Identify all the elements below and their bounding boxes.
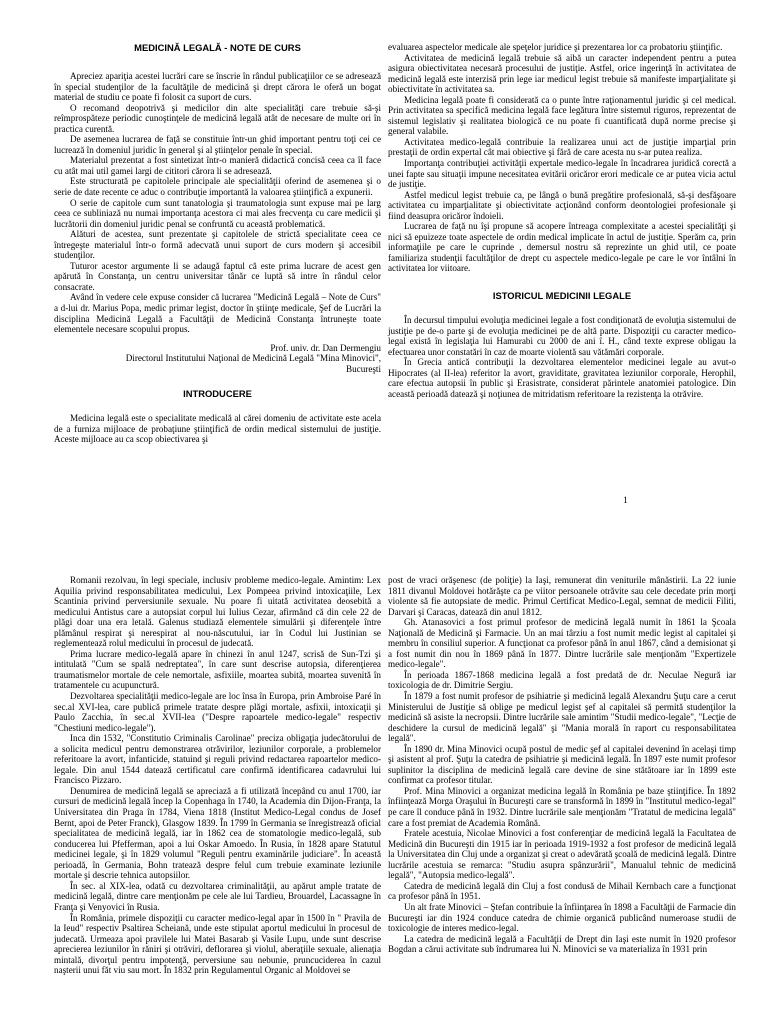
paragraph: Fratele acestuia, Nicolae Minovici a fost conferenţiar de medicină legală la Facultatea de Medicină din Bucureşti din 1915 iar în perioada 1919-1932 a fost profesor de medicină legală la Universitatea din Cluj unde a organizat şi creat o adevărată şcoală de medicină legală. Dintre lucrările acestuia se remarca: "Studiu asupra spânzurării", Manualul tehnic de medicină legală", "Autopsia medico-legală".: [388, 828, 736, 881]
paragraph: În decursul timpului evoluţia medicinei legale a fost condiţionată de evoluţia sistemului de justiţie pe de-o parte şi de evoluţia medicinei pe de altă parte. Dispoziţii cu caracter medico-legal există în legislaţia lui Hamurabi cu 2000 de ani î. H., când texte exprese obligau la efectuarea unor constatări în caz de moarte violentă sau vătămări corporale.: [388, 315, 736, 357]
document-title: MEDICINĂ LEGALĂ - NOTE DE CURS: [134, 42, 301, 53]
signature-line: Prof. univ. dr. Dan Dermengiu: [270, 342, 381, 353]
paragraph: Prima lucrare medico-legală apare în chinezi în anul 1247, scrisă de Sun-Tzi şi intitulată "Cum se spală nedreptatea", în care sunt descrise autopsia, diferenţierea traumatismelor mortale de cele nemortale, asfixiile, moartea subită, moartea suvenită în tratamentele cu acupunctură.: [54, 648, 381, 691]
page2-right-column: [388, 575, 736, 955]
history-paragraphs: [388, 315, 736, 399]
paragraph: post de vraci orăşenesc (de poliţie) la Iaşi, remunerat din veniturile mânăstirii. La 22 iunie 1811 divanul Moldovei hotărăşte ca pe viitor persoanele otrăvite sau cele decedate prin morţi violente să fie autopsiate de medic. Primul Certificat Medico-Legal, semnat de medicii Filiti, Darvari şi Caracas, datează din anul 1812.: [388, 575, 736, 617]
page-number: 1: [623, 496, 628, 506]
paragraph: Inca din 1532, "Constitutio Criminalis Carolinae" preciza obligaţia judecătorului de a solicita medicul pentru demonstrarea otrăvirilor, leziunilor corporale, a problemelor referitoare la avort, infanticide, statuind şi reguli privind redactarea rapoartelor medico-legale. Din anul 1544 datează certificatul care confirmă identificarea cadavrului lui Francisco Pizzaro.: [54, 733, 381, 786]
paragraph: O serie de capitole cum sunt tanatologia şi traumatologia sunt expuse mai pe larg ceea ce subliniază nu numai importanţa acestora ci mai ales frecvenţa cu care medicii şi lucrătorii din domeniul juridic penal se confruntă cu această problematică.: [54, 197, 381, 229]
history-continued-left: [54, 575, 381, 976]
introduction-paragraph: Medicina legală este o specialitate medicală al cărei domeniu de activitate este acela de a furniza mijloace de probaţiune ştiinţifică de ordin medical sistemului de justiţie. Aceste mijloace au ca scop obiectivarea şi: [54, 413, 381, 445]
page-gap: [0, 525, 768, 565]
page1-left-column: [54, 42, 381, 445]
foreword-paragraphs: [54, 71, 381, 335]
paragraph: Activitatea de medicină legală trebuie să aibă un caracter independent pentru a putea asigura obiectivitatea necesară procesului de justiţie. Astfel, orice ingerinţă în activitatea de medicină legală este interzisă prin lege iar medicul legist trebuie să manifeste imparţialitate şi obiectivitate în activitatea sa.: [388, 52, 736, 95]
paragraph: Alături de acestea, sunt prezentate şi capitolele de strictă specialitate ceea ce întregeşte materialul într-o formă adecvată unui suport de curs modern şi accesibil studenţilor.: [54, 229, 381, 261]
paragraph: În Grecia antică contribuţii la dezvoltarea elementelor medicinei legale au avut-o Hipocrates (al II-lea) referitor la avort, graviditate, gravitatea leziunilor corporale, Herophil, care efectua autopsii în public şi Erasistrate, considerat părintele anatomiei patologice. Din această perioadă datează şi noţiunea de mitridatism referitoare la rezistenţa la otrăvire.: [388, 357, 736, 399]
paragraph: Apreciez apariţia acestei lucrări care se înscrie în rândul publicaţiilor ce se adresează în special studenţilor de la facultăţile de medicină şi drept cărora le oferă un bogat material de studiu ce poate fi folosit ca suport de curs.: [54, 71, 381, 103]
signature-block: [54, 343, 381, 375]
paragraph: În sec. al XIX-lea, odată cu dezvoltarea criminalităţii, au apărut ample tratate de medicină legală, dintre care menţionăm pe cele ale lui Tardieu, Brouardel, Lacassagne în Franţa şi Venyovici în Rusia.: [54, 880, 381, 912]
paragraph: Astfel medicul legist trebuie ca, pe lângă o bună pregătire profesională, să-şi desfăşoare activitatea cu imparţialitate şi obiectivitate acţionând conform deontologiei profesionale şi fiind deasupra oricăror îndoieli.: [388, 189, 736, 221]
signature-line: Directorul Institutului Naţional de Medicină Legală "Mina Minovici",: [125, 353, 381, 364]
paragraph: Este structurată pe capitolele principale ale specialităţii oferind de asemenea şi o serie de date recente ce aduc o contribuţie importantă la valoarea ştiinţifică a expunerii.: [54, 176, 381, 198]
paragraph: Lucrarea de faţă nu îşi propune să acopere întreaga complexitate a acestei specialităţi şi nici să epuizeze toate aspectele de ordin medical implicate în actul de justiţie. Sperăm ca, prin informaţiile pe care le cuprinde , demersul nostru să reprezinte un ghid util, ce poate familiariza studenţii facultăţilor de drept cu aspectele medico-legale pe care le vor întâlni în activitatea lor viitoare.: [388, 221, 736, 274]
paragraph: Prof. Mina Minovici a organizat medicina legală în România pe baze ştiinţifice. În 1892 înfiinţează Morga Oraşului în Bucureşti care se transformă în 1899 în "Institutul medico-legal" pe care îl conduce până în 1932. Dintre lucrările sale menţionăm "Tratatul de medicina legală" care a fost premiat de Academia Română.: [388, 785, 736, 828]
history-heading: ISTORICUL MEDICINII LEGALE: [492, 290, 632, 302]
paragraph: În 1890 dr. Mina Minovici ocupă postul de medic şef al capitalei devenind în acelaşi timp şi asistent al prof. Şuţu la catedra de psihiatrie şi medicină legală. În 1897 este numit profesor suplinitor la disciplina de medicină legală care devine de sine stătătoare iar în 1899 este confirmat ca profesor titular.: [388, 743, 736, 786]
paragraph: La catedra de medicină legală a Facultăţii de Drept din Iaşi este numit în 1920 profesor Bogdan a cărui activitate sub îndrumarea lui N. Minovici se va materializa în 1931 prin: [388, 933, 736, 955]
paragraph: Denumirea de medicină legală se apreciază a fi utilizată începând cu anul 1700, iar cursuri de medicină legală încep la Copenhaga în 1740, la Academia din Dijon-Franţa, la Universitatea din Praga în 1784, Viena 1818 (Institut Medico-Legal condus de Josef Bernt, apoi de Peter Franck), Glasgow 1839. În 1799 în Germania se înregistrează oficial specialitatea de medicină legală, iar în 1862 cea de stomatologie medico-legală, sub conducerea lui Pfefferman, apoi a lui Oskar Amoedo. În Rusia, în 1828 apare Statutul medicinei legale, şi în 1829 volumul "Reguli pentru examinările judiciare". În această perioadă, în Germania, Bohn tratează despre felul cum trebuie examinate leziunile mortale şi descrie tehnica autopsiilor.: [54, 785, 381, 881]
paragraph: Activitatea medico-legală contribuie la realizarea unui act de justiţie imparţial prin prestaţii de ordin expertal cât mai obiective şi fără de care acesta nu s-ar putea realiza.: [388, 136, 736, 158]
paragraph: Tuturor acestor argumente li se adaugă faptul că este prima lucrare de acest gen apărută în Constanţa, un centru universitar tânăr ce luptă să intre în rândul celor consacrate.: [54, 260, 381, 292]
page1-right-column: [388, 42, 736, 399]
paragraph: Materialul prezentat a fost sintetizat într-o manieră didactică concisă ceea ca îl face cu atât mai util gamei largi de cititori cărora li se adresează.: [54, 155, 381, 176]
paragraph: În 1879 a fost numit profesor de psihiatrie şi medicină legală Alexandru Şuţu care a cerut Ministerului de Justiţie să oblige pe medicul legist şef al capitalei să permită studenţilor la medicină să asiste la necropsii. Dintre lucrările sale amintim "Studii medico-legale", "Lecţie de deschidere la cursul de medicină legală" şi "Mania morală în raport cu responsabilitatea legală".: [388, 691, 736, 744]
document-page-2: [0, 565, 768, 1024]
paragraph: Romanii rezolvau, în legi speciale, inclusiv probleme medico-legale. Amintim: Lex Aquilia privind responsabilitatea medicului, Lex Pompeea privind intoxicaţiile, Lex Scantinia privind perversiunile sexuale. Nu poare fi uitată activitatea deosebită a medicului Antistus care a autopsiat corpul lui Iulius Cezar, afirmând că din cele 22 de plăgi doar una era letală. Galenus studiază elementele simulării şi diferenţele între plămânul respirat şi nerespirat al nou-născutului, iar în Codul lui Justinian se reglementează rolul medicului în procesul de judecată.: [54, 575, 381, 649]
paragraph: Importanţa contribuţiei activităţii expertale medico-legale în încadrarea juridică corectă a unei fapte sau situaţii impune necesitatea evitării oricăror erori medicale ce ar putea vicia actul de justiţie.: [388, 158, 736, 190]
paragraph: De asemenea lucrarea de faţă se constituie într-un ghid important pentru toţi cei ce lucrează în domeniul juridic în general şi al ştiinţelor penale în special.: [54, 134, 381, 155]
paragraph: Gh. Atanasovici a fost primul profesor de medicină legală numit în 1861 la Şcoala Naţională de Medicină şi Farmacie. Un an mai târziu a fost numit medic legist al capitalei şi membru în consiliul superior. A funcţionat ca profesor până în anul 1867, când a demisionat şi a fost numit din nou în 1869 până în 1877. Dintre lucrările sale menţionăm "Expertizele medico-legale".: [388, 617, 736, 670]
paragraph: Dezvoltarea specialităţii medico-legale are loc însa în Europa, prin Ambroise Paré în sec.al XVI-lea, care publică primele tratate despre plăgi mortale, asfixii, intoxicaţii şi Paulo Zacchia, în sec.al XVII-lea ("Despre rapoartele medico-legale" respectiv "Chestiuni medico-legale").: [54, 691, 381, 733]
paragraph: În România, primele dispoziţii cu caracter medico-legal apar în 1500 în " Pravila de la Ieud" respectiv Psaltirea Scheiană, unde este stipulat aportul medicului în procesul de judecată. Urmeaza apoi pravilele lui Matei Basarab şi Vasile Lupu, unde sunt descrise aprecierea leziunilor în răniri şi otrăviri, deflorarea şi violul, aberaţiile sexuale, alienaţia mintală, divorţul pentru impotenţă, perversiune sau nebunie, pruncuciderea în cazul naşterii unui făt viu sau mort. În 1832 prin Regulamentul Organic al Moldovei se: [54, 912, 381, 976]
signature-line: Bucureşti: [346, 363, 381, 374]
paragraph: Un alt frate Minovici – Ştefan contribuie la înfiinţarea în 1898 a Facultăţii de Farmacie din Bucureşti iar din 1924 conduce catedra de chimie organică publicând numeroase studii de toxicologie de interes medico-legal.: [388, 901, 736, 934]
paragraph: Medicina legală poate fi considerată ca o punte între raţionamentul juridic şi cel medical. Prin activitatea sa specifică medicina legală face legătura între sistemul riguros, reprezentat de sistemul legislativ şi realitatea biologică ce nu poate fi cuantificată după norme precise şi general valabile.: [388, 94, 736, 137]
introduction-continued-paragraphs: [388, 42, 736, 274]
introduction-heading: INTRODUCERE: [183, 388, 252, 400]
paragraph: Catedra de medicină legală din Cluj a fost condusă de Mihail Kernbach care a funcţionat ca profesor până în 1951.: [388, 880, 736, 902]
history-continued-right: [388, 575, 736, 955]
paragraph: Având în vedere cele expuse consider că lucrarea "Medicină Legală – Note de Curs" a d-lui dr. Marius Popa, medic primar legist, doctor în ştiinţe medicale, Şef de Lucrări la disciplina Medicină Legală a Facultăţii de Medicină Constanţa întruneşte toate elementele necesare scopului propus.: [54, 292, 381, 335]
page2-left-column: [54, 575, 381, 976]
paragraph: În perioada 1867-1868 medicina legală a fost predată de dr. Neculae Negură iar toxicologia de dr. Dimitrie Sergiu.: [388, 669, 736, 691]
paragraph: evaluarea aspectelor medicale ale speţelor juridice şi prezentarea lor ca probatoriu ştiinţific.: [388, 42, 723, 52]
paragraph: O recomand deopotrivă şi medicilor din alte specialităţi care trebuie să-şi reîmprospăteze periodic cunoştinţele de medicină legală atât de necesare de multe ori în practica curentă.: [54, 102, 381, 134]
